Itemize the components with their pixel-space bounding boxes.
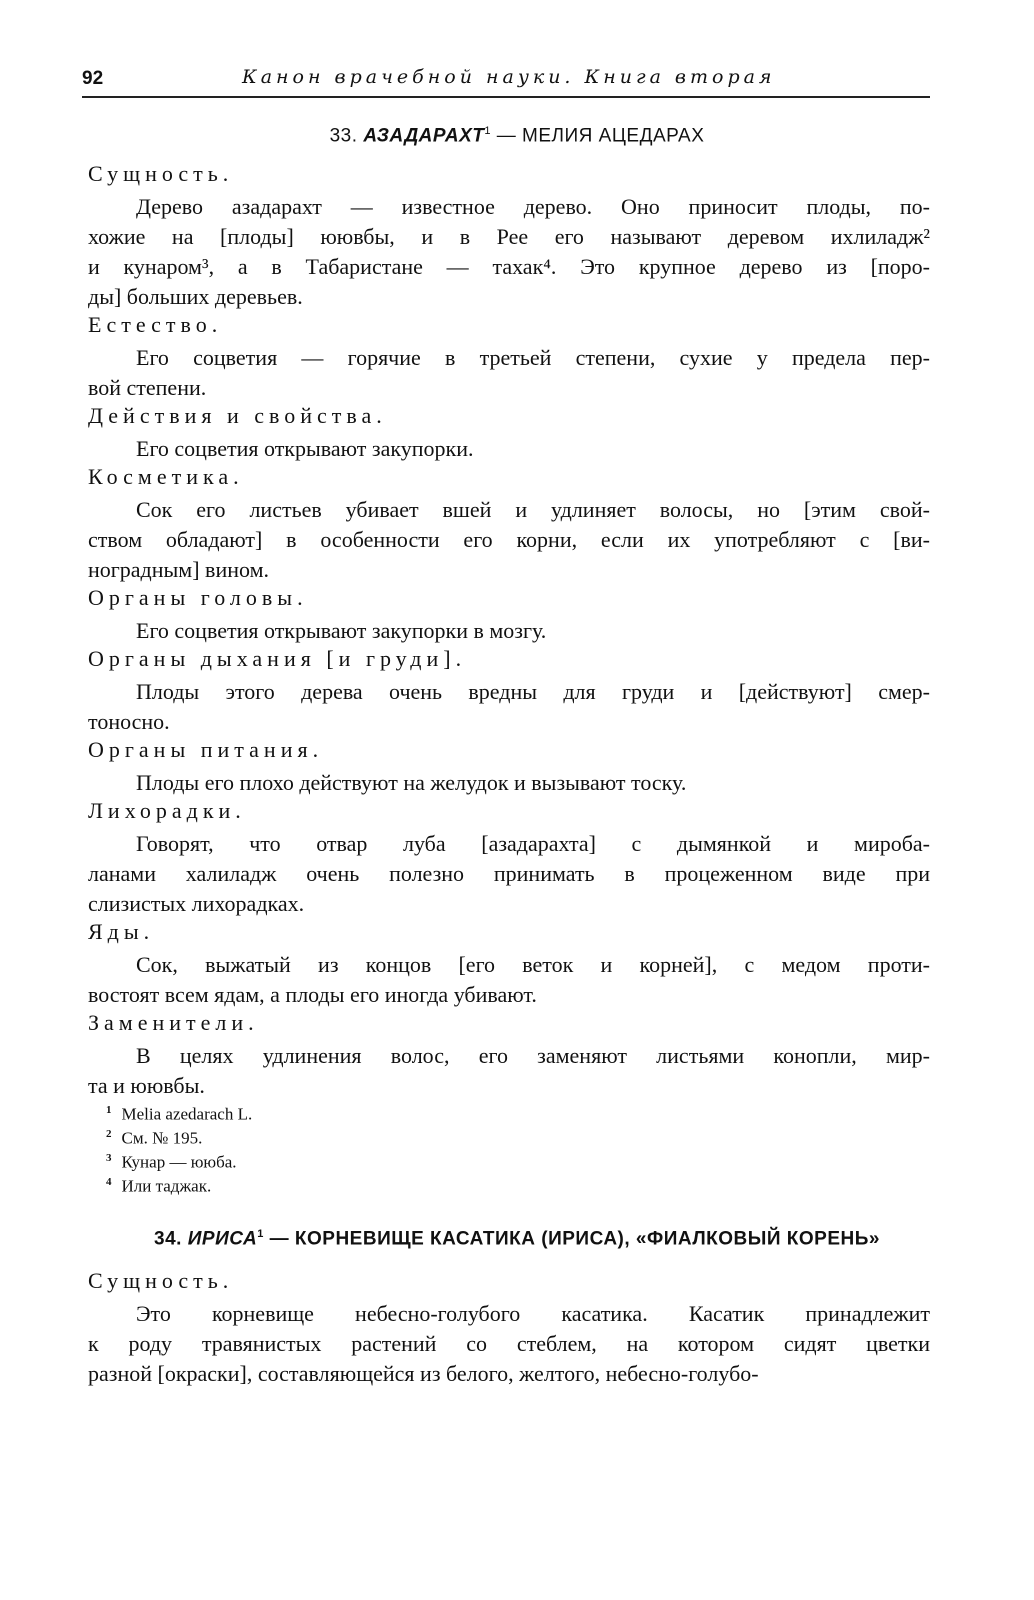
paragraph bbox=[88, 343, 930, 403]
paragraph bbox=[88, 829, 930, 919]
section-33-title bbox=[0, 125, 1034, 147]
section-34-subtitle: — КОРНЕВИЩЕ КАСАТИКА (ИРИСА), «ФИАЛКОВЫЙ КОРЕНЬ» bbox=[263, 1228, 880, 1250]
text-line: Говорят, что отвар луба [азадарахта] с дымянкой и мироба- bbox=[136, 831, 930, 856]
footnote-text: Кунар — ююба. bbox=[121, 1152, 237, 1172]
paragraph bbox=[88, 1041, 930, 1101]
section-33-number: 33. bbox=[329, 125, 358, 147]
text-line: Его соцветия открывают закупорки в мозгу. bbox=[136, 618, 547, 643]
text-line: Сок, выжатый из концов [его веток и корней], с медом проти- bbox=[136, 952, 930, 977]
text-line: востоят всем ядам, а плоды его иногда убивают. bbox=[88, 982, 537, 1007]
text-line: к роду травянистых растений со стеблем, на котором сидят цветки bbox=[88, 1331, 930, 1356]
text-line: тоносно. bbox=[88, 709, 170, 734]
paragraph bbox=[88, 616, 930, 646]
text-line: Дерево азадарахт — известное дерево. Оно приносит плоды, по- bbox=[136, 194, 930, 219]
section-34-footnote-ref: 1 bbox=[257, 1228, 264, 1240]
section-heading: Органы дыхания [и груди]. bbox=[88, 646, 467, 671]
section-heading: Естество. bbox=[88, 312, 223, 337]
footnote-text: Или таджак. bbox=[121, 1176, 212, 1196]
footnote-number: 3 bbox=[106, 1152, 112, 1164]
text-line: ланами халиладж очень полезно принимать в процеженном виде при bbox=[88, 861, 930, 886]
section-34-title bbox=[0, 1228, 1034, 1250]
footnote bbox=[106, 1104, 252, 1128]
section-heading: Сущность. bbox=[88, 1268, 234, 1293]
text-line: Его соцветия открывают закупорки. bbox=[136, 436, 474, 461]
section-heading: Органы головы. bbox=[88, 585, 308, 610]
text-line: Плоды этого дерева очень вредны для груди и [действуют] смер- bbox=[136, 679, 930, 704]
paragraph bbox=[88, 768, 930, 798]
text-line: вой степени. bbox=[88, 375, 207, 400]
footnote-number: 2 bbox=[106, 1128, 112, 1140]
text-line: Это корневище небесно-голубого касатика. Касатик принадлежит bbox=[136, 1301, 930, 1326]
paragraph bbox=[88, 950, 930, 1010]
text-line: ды] больших деревьев. bbox=[88, 284, 303, 309]
section-heading: Заменители. bbox=[88, 1010, 259, 1035]
text-line: Плоды его плохо действуют на желудок и вызывают тоску. bbox=[136, 770, 687, 795]
section-heading: Сущность. bbox=[88, 161, 234, 186]
running-title: Канон врачебной науки. Книга вторая bbox=[242, 66, 776, 88]
section-heading: Лихорадки. bbox=[88, 798, 246, 823]
text-line: разной [окраски], составляющейся из белого, желтого, небесно-голубо- bbox=[88, 1361, 759, 1386]
footnote bbox=[106, 1128, 252, 1152]
section-heading: Действия и свойства. bbox=[88, 403, 387, 428]
page-header bbox=[82, 62, 930, 98]
paragraph bbox=[88, 434, 930, 464]
section-heading: Органы питания. bbox=[88, 737, 324, 762]
paragraph bbox=[88, 677, 930, 737]
section-heading: Косметика. bbox=[88, 464, 244, 489]
paragraph bbox=[88, 1299, 930, 1389]
text-line: хожие на [плоды] юювбы, и в Рее его называют деревом ихлиладж² bbox=[88, 224, 930, 249]
section-33-subtitle: — МЕЛИЯ АЦЕДАРАХ bbox=[491, 125, 705, 147]
footnote-text: См. № 195. bbox=[121, 1128, 203, 1148]
paragraph bbox=[88, 192, 930, 312]
text-line: ноградным] вином. bbox=[88, 557, 269, 582]
text-line: ством обладают] в особенности его корни, если их употребляют с [ви- bbox=[88, 527, 930, 552]
section-33-footnote-ref: 1 bbox=[484, 125, 491, 137]
section-34-name: ИРИСА bbox=[187, 1228, 258, 1250]
text-line: Сок его листьев убивает вшей и удлиняет волосы, но [этим свой- bbox=[136, 497, 930, 522]
text-line: слизистых лихорадках. bbox=[88, 891, 305, 916]
footnotes bbox=[106, 1104, 252, 1200]
footnote-number: 4 bbox=[106, 1176, 112, 1188]
section-33-name: АЗАДАРАХТ bbox=[363, 125, 485, 147]
section-34-number: 34. bbox=[154, 1228, 182, 1250]
text-line: Его соцветия — горячие в третьей степени, сухие у предела пер- bbox=[136, 345, 930, 370]
footnote bbox=[106, 1176, 252, 1200]
text-line: В целях удлинения волос, его заменяют листьями конопли, мир- bbox=[136, 1043, 930, 1068]
paragraph bbox=[88, 495, 930, 585]
footnote-text: Melia azedarach L. bbox=[121, 1104, 253, 1124]
footnote-number: 1 bbox=[106, 1104, 112, 1116]
text-line: и кунаром³, а в Табаристане — тахак⁴. Это крупное дерево из [поро- bbox=[88, 254, 930, 279]
page-number: 92 bbox=[82, 68, 104, 89]
text-line: та и юювбы. bbox=[88, 1073, 205, 1098]
section-heading: Яды. bbox=[88, 919, 155, 944]
footnote bbox=[106, 1152, 252, 1176]
